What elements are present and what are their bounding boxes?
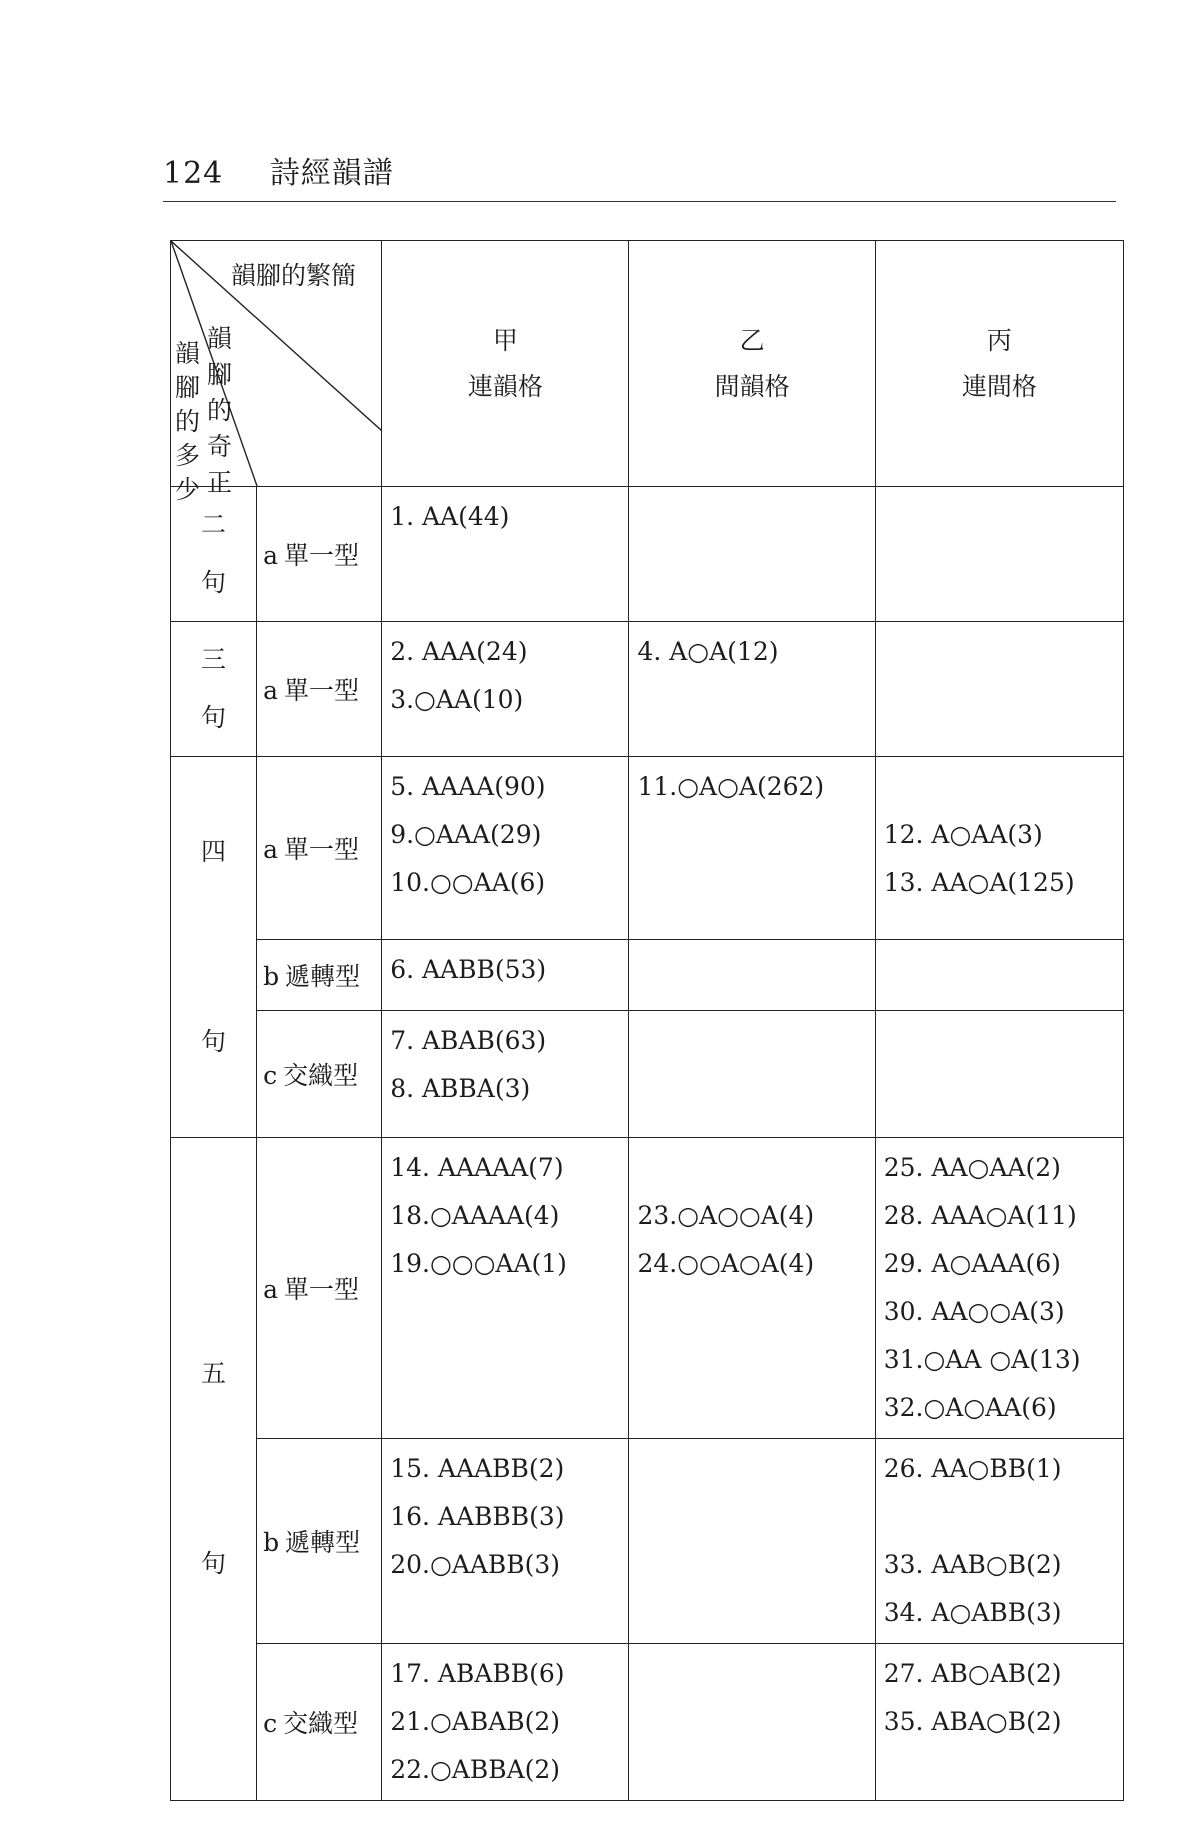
page-number: 124 xyxy=(163,156,224,191)
column-bing-label: 丙 xyxy=(986,325,1012,355)
sentence-three: 三句 xyxy=(171,622,257,757)
entry: 9.○AAA(29) xyxy=(390,820,542,849)
entry: 12. A○AA(3) xyxy=(883,820,1043,849)
rhyme-table xyxy=(170,240,1124,1801)
entries-five-c-yi xyxy=(629,1644,875,1801)
entry: 7. ABAB(63) xyxy=(390,1025,547,1055)
entry: 27. AB○AB(2) xyxy=(883,1659,1062,1688)
entry: 4. A○A(12) xyxy=(637,637,779,666)
sentence-five: 五句 xyxy=(171,1138,257,1801)
corner-left-label: 韻腳的多少 xyxy=(175,339,201,504)
entry: 18.○AAAA(4) xyxy=(390,1201,560,1230)
entry: 23.○A○○A(4) xyxy=(637,1201,815,1230)
entry: 16. AABBB(3) xyxy=(390,1502,565,1531)
entry: 26. AA○BB(1) xyxy=(883,1454,1062,1483)
entry: 13. AA○A(125) xyxy=(883,868,1075,897)
row-four-c xyxy=(171,1010,1124,1137)
entries-two-a-yi xyxy=(629,487,875,622)
entries-three-a-jia xyxy=(382,622,629,757)
header-rule xyxy=(163,201,1116,202)
sentence-four: 四句 xyxy=(171,757,257,1138)
entry: 20.○AABB(3) xyxy=(390,1550,561,1579)
entries-three-a-yi xyxy=(629,622,875,757)
entries-five-a-jia xyxy=(382,1138,629,1439)
entries-three-a-bing xyxy=(875,622,1123,757)
entries-five-b-jia xyxy=(382,1439,629,1644)
column-jia-name: 連韻格 xyxy=(467,371,543,401)
entry: 14. AAAAA(7) xyxy=(390,1153,564,1182)
entry: 22.○ABBA(2) xyxy=(390,1755,561,1784)
pattern-a: a 單一型 xyxy=(257,1138,382,1439)
entries-four-b-jia xyxy=(382,939,629,1010)
entries-four-a-jia xyxy=(382,757,629,940)
entries-five-c-bing xyxy=(875,1644,1123,1801)
pattern-b: b 遞轉型 xyxy=(257,939,382,1010)
pattern-a: a 單一型 xyxy=(257,487,382,622)
row-five-a xyxy=(171,1138,1124,1439)
entry: 25. AA○AA(2) xyxy=(883,1153,1061,1182)
column-header-bing xyxy=(875,241,1123,487)
entry: 15. AAABB(2) xyxy=(390,1454,565,1483)
entry: 10.○○AA(6) xyxy=(390,868,546,897)
entry: 35. ABA○B(2) xyxy=(883,1707,1062,1736)
entries-four-b-bing xyxy=(875,939,1123,1010)
page-title: 詩經韻譜 xyxy=(269,156,394,191)
entry: 2. AAA(24) xyxy=(390,637,528,666)
entry: 8. ABBA(3) xyxy=(390,1073,531,1103)
column-jia-label: 甲 xyxy=(492,325,518,355)
entries-five-a-yi xyxy=(629,1138,875,1439)
entry: 34. A○ABB(3) xyxy=(883,1598,1062,1627)
entry: 31.○AA ○A(13) xyxy=(883,1345,1081,1374)
entry: 17. ABABB(6) xyxy=(390,1659,565,1688)
entry: 5. AAAA(90) xyxy=(390,772,546,801)
entries-five-b-yi xyxy=(629,1439,875,1644)
entry: 24.○○A○A(4) xyxy=(637,1249,815,1278)
pattern-b: b 遞轉型 xyxy=(257,1439,382,1644)
entry: 21.○ABAB(2) xyxy=(390,1707,561,1736)
pattern-c: c 交織型 xyxy=(257,1644,382,1801)
entry: 30. AA○○A(3) xyxy=(883,1297,1065,1326)
column-yi-name: 間韻格 xyxy=(714,371,790,401)
entry: 11.○A○A(262) xyxy=(637,772,825,801)
entries-five-b-bing xyxy=(875,1439,1123,1644)
entry: 33. AAB○B(2) xyxy=(883,1550,1062,1579)
row-four-a xyxy=(171,757,1124,940)
entry: 28. AAA○A(11) xyxy=(883,1201,1077,1230)
pattern-a: a 單一型 xyxy=(257,757,382,940)
entry: 6. AABB(53) xyxy=(390,954,547,984)
row-five-b xyxy=(171,1439,1124,1644)
column-bing-name: 連間格 xyxy=(961,371,1037,401)
entries-four-a-bing xyxy=(875,757,1123,940)
entries-four-c-bing xyxy=(875,1010,1123,1137)
page-header xyxy=(163,148,394,192)
entries-four-c-yi xyxy=(629,1010,875,1137)
row-four-b xyxy=(171,939,1124,1010)
column-header-yi xyxy=(629,241,875,487)
row-five-c xyxy=(171,1644,1124,1801)
corner-middle-label: 韻腳的奇正 xyxy=(207,324,233,497)
pattern-c: c 交織型 xyxy=(257,1010,382,1137)
entries-five-c-jia xyxy=(382,1644,629,1801)
row-three-a xyxy=(171,622,1124,757)
row-two-a xyxy=(171,487,1124,622)
entry: 1. AA(44) xyxy=(390,502,510,531)
entries-two-a-jia xyxy=(382,487,629,622)
corner-top-label: 韻腳的繁簡 xyxy=(231,261,357,290)
entries-five-a-bing xyxy=(875,1138,1123,1439)
entry: 29. A○AAA(6) xyxy=(883,1249,1061,1278)
sentence-two: 二句 xyxy=(171,487,257,622)
column-header-jia xyxy=(382,241,629,487)
entries-four-a-yi xyxy=(629,757,875,940)
pattern-a: a 單一型 xyxy=(257,622,382,757)
entry: 32.○A○AA(6) xyxy=(883,1393,1057,1422)
entries-two-a-bing xyxy=(875,487,1123,622)
entries-four-b-yi xyxy=(629,939,875,1010)
header-row xyxy=(171,241,1124,487)
entries-four-c-jia xyxy=(382,1010,629,1137)
entry: 3.○AA(10) xyxy=(390,685,524,714)
corner-cell xyxy=(171,241,382,504)
column-yi-label: 乙 xyxy=(739,325,765,355)
entry: 19.○○○AA(1) xyxy=(390,1249,567,1278)
